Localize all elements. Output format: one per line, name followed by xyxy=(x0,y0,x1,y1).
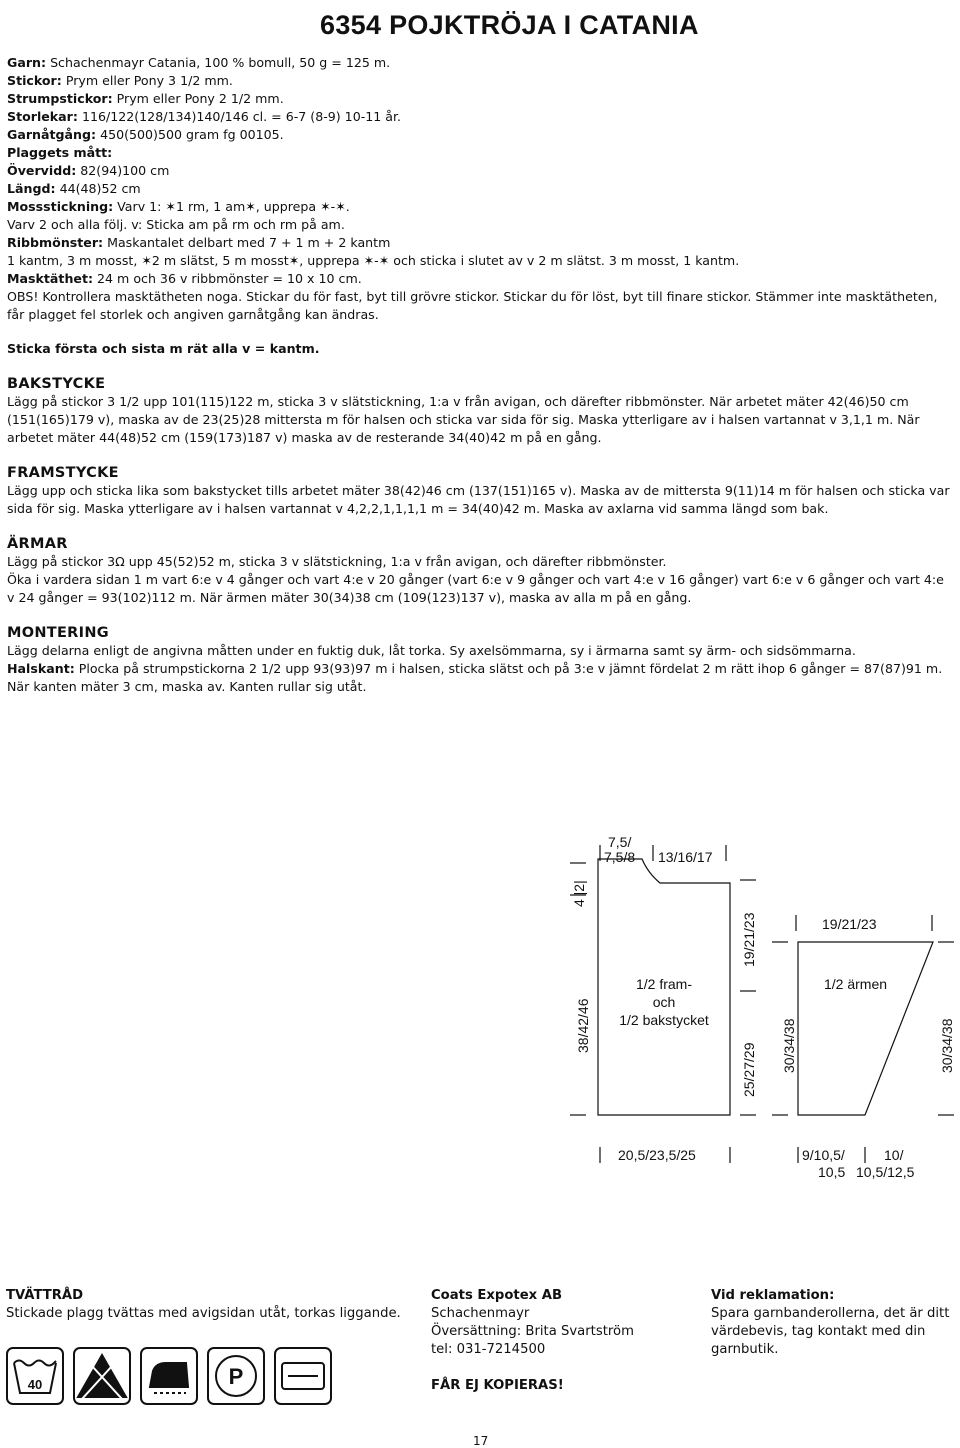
overvidd-label: Övervidd: xyxy=(7,163,77,178)
dry-flat-icon xyxy=(275,1348,331,1404)
pattern-body xyxy=(7,54,953,696)
care-title: TVÄTTRÅD xyxy=(6,1288,84,1303)
storlek-label: Storlekar: xyxy=(7,109,78,124)
care-symbols xyxy=(6,1347,336,1407)
label-cuff-3: 10,5 xyxy=(818,1164,846,1180)
mask-label: Masktäthet: xyxy=(7,271,94,286)
garnatgang-value: 450(500)500 gram fg 00105. xyxy=(96,127,284,142)
complaint-text: Spara garnbanderollerna, det är ditt värdebevis, tag kontakt med din garnbutik. xyxy=(711,1306,950,1357)
label-cuff-2: 10/ xyxy=(884,1147,904,1163)
label-shoulder-top: 7,5/ xyxy=(608,834,632,850)
wash-40-icon xyxy=(7,1348,63,1404)
complaint-section xyxy=(711,1287,956,1359)
ribb-row-2: 1 kantm, 3 m mosst, ✶2 m slätst, 5 m mosst✶, upprepa ✶-✶ och sticka i slutet av v 2 m slätst. 3 m mosst, 1 kantm. xyxy=(7,253,740,268)
complaint-title: Vid reklamation: xyxy=(711,1288,835,1303)
langd-value: 44(48)52 cm xyxy=(55,181,141,196)
mask-value: 24 m och 36 v ribbmönster = 10 x 10 cm. xyxy=(93,271,362,286)
moss-label: Mossstickning: xyxy=(7,199,114,214)
label-body-width: 20,5/23,5/25 xyxy=(618,1147,696,1163)
montering-text: Lägg delarna enligt de angivna måtten under en fuktig duk, låt torka. Sy axelsömmarna, sy i ärmarna samt sy ärm- och sidsömmarna. xyxy=(7,643,856,658)
kant-note: Sticka första och sista m rät alla v = kantm. xyxy=(7,341,320,356)
strump-label: Strumpstickor: xyxy=(7,91,113,106)
garn-value: Schachenmayr Catania, 100 % bomull, 50 g = 125 m. xyxy=(46,55,391,70)
stickor-value: Prym eller Pony 3 1/2 mm. xyxy=(61,73,233,88)
label-body-piece-2: och xyxy=(652,994,676,1010)
label-body-piece-1: 1/2 fram- xyxy=(635,976,693,992)
obs-note: OBS! Kontrollera masktätheten noga. Stickar du för fast, byt till grövre stickor. Stickar du för löst, byt till finare stickor. Stämmer inte masktätheten, får plagget fel storlek och angiven garnåtgång kan ändras. xyxy=(7,289,938,322)
label-armhole: 19/21/23 xyxy=(741,912,757,967)
framstycke-text: Lägg upp och sticka lika som bakstycket tills arbetet mäter 38(42)46 cm (137(151)165 v). Maska av de mittersta 9(11)14 m för halsen och sticka var sida för sig. Maska ytterligare av i halsen vartannat v 4,2,2,1,1,1,1 m = 34(40)42 m. Maska av axlarna vid samma längd som bak. xyxy=(7,483,950,516)
company-name: Coats Expotex AB xyxy=(431,1288,562,1303)
overvidd-value: 82(94)100 cm xyxy=(76,163,170,178)
label-sleeve-length-right: 30/34/38 xyxy=(939,1018,955,1073)
iron-icon xyxy=(141,1348,197,1404)
label-shoulder-bottom: 7,5/8 xyxy=(604,849,636,865)
wash-temp: 40 xyxy=(27,1377,43,1392)
langd-label: Längd: xyxy=(7,181,56,196)
ribb-value: Maskantalet delbart med 7 + 1 m + 2 kantm xyxy=(103,235,391,250)
label-neck-depth: 4 |2| xyxy=(571,880,587,907)
label-sleeve: 1/2 ärmen xyxy=(824,976,888,992)
halskant-text: Plocka på strumpstickorna 2 1/2 upp 93(93)97 m i halsen, sticka slätst och på 3:e v jämnt fördelat 2 m rätt ihop 6 gånger = 87(87)91 m. När kanten mäter 3 cm, maska av. Kanten rullar sig utåt. xyxy=(7,661,943,694)
care-text: Stickade plagg tvättas med avigsidan utåt, torkas liggande. xyxy=(6,1306,401,1321)
label-cuff-4: 10,5/12,5 xyxy=(856,1164,915,1180)
publisher-section xyxy=(431,1287,691,1395)
framstycke-heading: FRAMSTYCKE xyxy=(7,465,119,481)
moss-value: Varv 1: ✶1 rm, 1 am✶, upprepa ✶-✶. xyxy=(113,199,350,214)
label-body-piece-3: 1/2 bakstycket xyxy=(619,1012,709,1028)
garn-label: Garn: xyxy=(7,55,47,70)
stickor-label: Stickor: xyxy=(7,73,62,88)
brand-name: Schachenmayr xyxy=(431,1306,530,1321)
label-sleeve-top: 19/21/23 xyxy=(822,916,877,932)
armar-text-2: Öka i vardera sidan 1 m vart 6:e v 4 gånger och vart 4:e v 20 gånger (vart 6:e v 9 gånger och vart 4:e v 16 gånger) vart 6:e v 6 gånger och vart 4:e v 24 gånger = 93(102)112 m. När ärmen mäter 30(34)38 cm (109(123)137 v), maska av alla m på en gång. xyxy=(7,572,944,605)
ribb-label: Ribbmönster: xyxy=(7,235,104,250)
no-copy-notice: FÅR EJ KOPIERAS! xyxy=(431,1378,564,1393)
moss-row-2: Varv 2 och alla följ. v: Sticka am på rm och rm på am. xyxy=(7,217,345,232)
armar-heading: ÄRMAR xyxy=(7,536,68,552)
bakstycke-heading: BAKSTYCKE xyxy=(7,376,106,392)
page-number: 17 xyxy=(473,1434,489,1448)
garnatgang-label: Garnåtgång: xyxy=(7,127,97,142)
phone: tel: 031-7214500 xyxy=(431,1342,546,1357)
measurement-diagram xyxy=(560,825,956,1185)
care-section xyxy=(6,1287,426,1323)
label-sleeve-length-left: 30/34/38 xyxy=(781,1018,797,1073)
label-neck-width: 13/16/17 xyxy=(658,849,713,865)
translator: Översättning: Brita Svartström xyxy=(431,1324,634,1339)
halskant-label: Halskant: xyxy=(7,661,75,676)
armar-text-1: Lägg på stickor 3Ω upp 45(52)52 m, sticka 3 v slätstickning, 1:a v från avigan, och därefter ribbmönster. xyxy=(7,554,667,569)
bakstycke-text: Lägg på stickor 3 1/2 upp 101(115)122 m, sticka 3 v slätstickning, 1:a v från avigan, och därefter ribbmönster. När arbetet mäter 42(46)50 cm (151(165)179 v), maska av de 23(25)28 mittersta m för halsen och sticka var sida för sig. Maska ytterligare av i halsen vartannat v 3,1,1 m. När arbetet mäter 44(48)52 cm (159(173)187 v) maska av de resterande 34(40)42 m på en gång. xyxy=(7,394,920,445)
page-title: 6354 POJKTRÖJA I CATANIA xyxy=(320,10,699,40)
label-body-length: 38/42/46 xyxy=(575,998,591,1053)
label-side-length: 25/27/29 xyxy=(741,1042,757,1097)
matt-label: Plaggets mått: xyxy=(7,145,113,160)
sleeve-piece-outline xyxy=(798,942,933,1115)
strump-value: Prym eller Pony 2 1/2 mm. xyxy=(112,91,284,106)
montering-heading: MONTERING xyxy=(7,625,109,641)
label-cuff-1: 9/10,5/ xyxy=(802,1147,845,1163)
no-bleach-icon xyxy=(74,1348,130,1404)
storlek-value: 116/122(128/134)140/146 cl. = 6-7 (8-9) 10-11 år. xyxy=(77,109,402,124)
dryclean-letter: P xyxy=(228,1364,244,1389)
dryclean-p-icon xyxy=(208,1348,264,1404)
